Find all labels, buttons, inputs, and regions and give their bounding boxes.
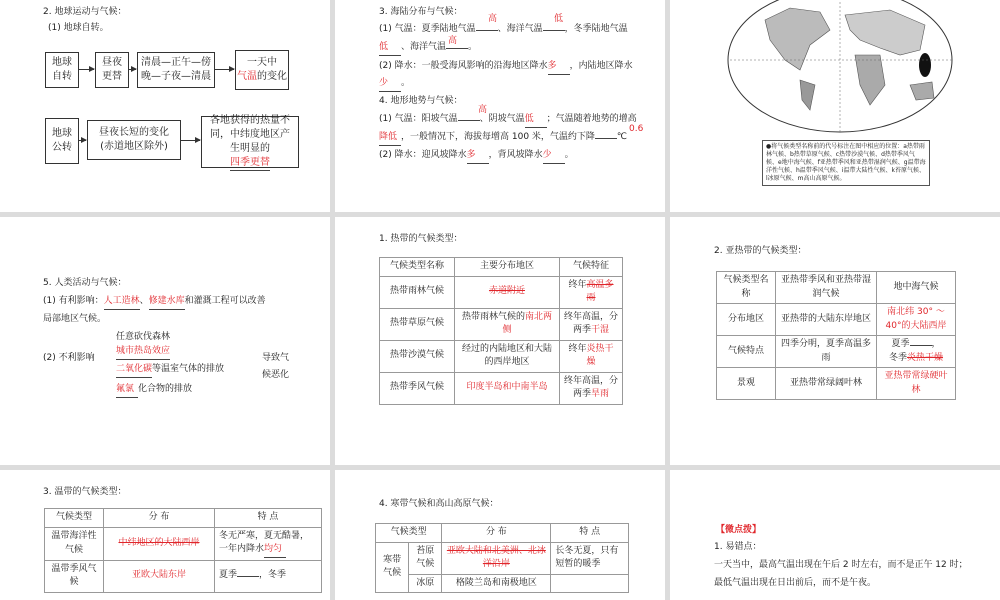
slide-tips: 【微点拨】 1. 易错点： 一天当中，最高气温出现在午后 2 时左右，而不是正午 12 时； 最低气温出现在日出前后，而不是午夜。 <box>670 470 1000 600</box>
table-row: 热带沙漠气候 经过的内陆地区和大陆的西岸地区 终年炎热干燥 <box>380 340 623 372</box>
box-rotation: 地球 自转 <box>45 52 79 88</box>
table-row: 热带雨林气候 赤道附近 终年高温多雨 <box>380 276 623 308</box>
arrow <box>78 69 94 70</box>
sub-heading: (1) 地球自转。 <box>48 23 109 33</box>
heading: 3. 海陆分布与气候： <box>379 7 463 17</box>
temperate-table: 气候类型 分 布 特 点 温带海洋性气候 中纬地区的大陆西岸 冬无严寒，夏无酷暑，一年内降水均匀 温带季风气候 亚欧大陆东岸 夏季 ，冬季 <box>44 508 322 593</box>
heading: 2. 亚热带的气候类型： <box>714 246 807 256</box>
slide-cold <box>335 470 665 600</box>
map-feature <box>919 53 931 77</box>
table-row: 景观 亚热带常绿阔叶林 亚热带常绿硬叶林 <box>717 368 956 400</box>
answer: 高 <box>448 36 458 46</box>
table-row: 温带季风气候 亚欧大陆东岸 夏季 ，冬季 <box>45 560 322 592</box>
box-daylength: 昼夜长短的变化 (赤道地区除外) <box>87 120 181 160</box>
tropical-table: 气候类型名称 主要分布地区 气候特征 热带雨林气候 赤道附近 终年高温多雨 热带草原气候 热带雨林气候的南北两侧 终年高温，分两季干湿 热带沙漠气候 经过的内陆地区和大陆的西岸地区 终年炎热干燥 热带季风气候 印度半岛和中南半岛 终年高温，分两季旱雨 <box>379 257 623 405</box>
answer: 高 <box>488 14 498 24</box>
heading: 3. 温带的气候类型： <box>43 487 127 497</box>
box-daily-temp: 一天中 气温的变化 <box>235 50 289 90</box>
heading: 2. 地球运动与气候： <box>43 7 127 17</box>
heading: 5. 人类活动与气候： <box>43 278 127 288</box>
arrow <box>180 140 200 141</box>
box-heat: 各地获得的热量不 同，中纬度地区产 生明显的 四季更替 <box>201 116 299 168</box>
table-row: 寒带气候 苔原气候 亚欧大陆和北美洲、北冰洋沿岸 长冬无夏，只有短暂的暖季 <box>376 542 629 574</box>
box-day-cycle: 清晨—正午—傍 晚—子夜—清晨 <box>137 52 215 88</box>
subtropical-table: 气候类型名称 亚热带季风和亚热带湿润气候 地中海气候 分布地区 亚热带的大陆东岸地区 南北纬 30° ～ 40°的大陆西岸 气候特点 四季分明，夏季高温多雨 夏季 ， 冬季炎热干燥 景观 亚热带常绿阔叶林 亚热带常绿硬叶林 <box>716 271 956 400</box>
slide-land-sea: 3. 海陆分布与气候： (1) 气温：夏季陆地气温 、海洋气温 ，冬季陆地气温 高 低 低 、海洋气温 。 高 (2) 降水：一般受海风影响的沿海地区降水多 ，内陆地区降水 少 。 4. 地形地势与气候： (1) 气温：阳坡气温 、阴坡气温低 ；气温随着地势的增高 高 降低 ，一般情况下，海拔每增高 100 米，气温约下降 ℃ 0.6 (2) 降水：迎风坡降水多 ，背风坡降水少 。 <box>335 0 665 212</box>
slide-earth-motion <box>0 0 330 212</box>
slide-climate-map <box>670 0 1000 212</box>
answer: 低 <box>554 14 564 24</box>
box-revolution: 地球 公转 <box>45 118 79 164</box>
slide-temperate <box>0 470 330 600</box>
arrow <box>214 69 234 70</box>
cold-table: 气候类型 分 布 特 点 寒带气候 苔原气候 亚欧大陆和北美洲、北冰洋沿岸 长冬无夏，只有短暂的暖季 冰原 格陵兰岛和南极地区 <box>375 523 629 593</box>
table-row: 热带草原气候 热带雨林气候的南北两侧 终年高温，分两季干湿 <box>380 308 623 340</box>
map-caption: ●将气候类型名称前的代号标注在图中相应的位置：a热带雨林气候、b热带草原气候、c热带沙漠气候、d热带季风气候、e地中海气候、f亚热带季风和亚热带湿润气候、g温带海洋性气候、h温带季风气候、i温带大陆性气候、k苔原气候、l冰原气候、m高山高原气候。 <box>762 140 930 186</box>
slide-subtropical <box>670 217 1000 465</box>
table-row: 热带季风气候 印度半岛和中南半岛 终年高温，分两季旱雨 <box>380 372 623 404</box>
heading: 1. 热带的气候类型： <box>379 234 463 244</box>
heading: 4. 地形地势与气候： <box>379 96 463 106</box>
answer: 高 <box>478 105 488 115</box>
arrow <box>78 140 86 141</box>
heading: 4. 寒带气候和高山高原气候： <box>379 499 499 509</box>
box-daynight: 昼夜 更替 <box>95 52 129 88</box>
slide-human-activity: 5. 人类活动与气候： (1) 有利影响：人工造林、修建水库和灌溉工程可以改善 局部地区气候。 (2) 不利影响 任意砍伐森林 城市热岛效应 二氧化碳等温室气体的排放 氟氯 化合物的排放 导致气 候恶化 <box>0 217 330 465</box>
table-row: 温带海洋性气候 中纬地区的大陆西岸 冬无严寒，夏无酷暑，一年内降水均匀 <box>45 527 322 560</box>
arrow <box>128 69 136 70</box>
tip-heading: 【微点拨】 <box>716 525 762 535</box>
table-row: 冰原 格陵兰岛和南极地区 <box>376 574 629 593</box>
answer: 0.6 <box>629 124 644 134</box>
table-row: 气候特点 四季分明，夏季高温多雨 夏季 ， 冬季炎热干燥 <box>717 336 956 368</box>
heading: (2) 不利影响 <box>43 353 95 363</box>
slide-tropical <box>335 217 665 465</box>
table-row: 分布地区 亚热带的大陆东岸地区 南北纬 30° ～ 40°的大陆西岸 <box>717 304 956 336</box>
